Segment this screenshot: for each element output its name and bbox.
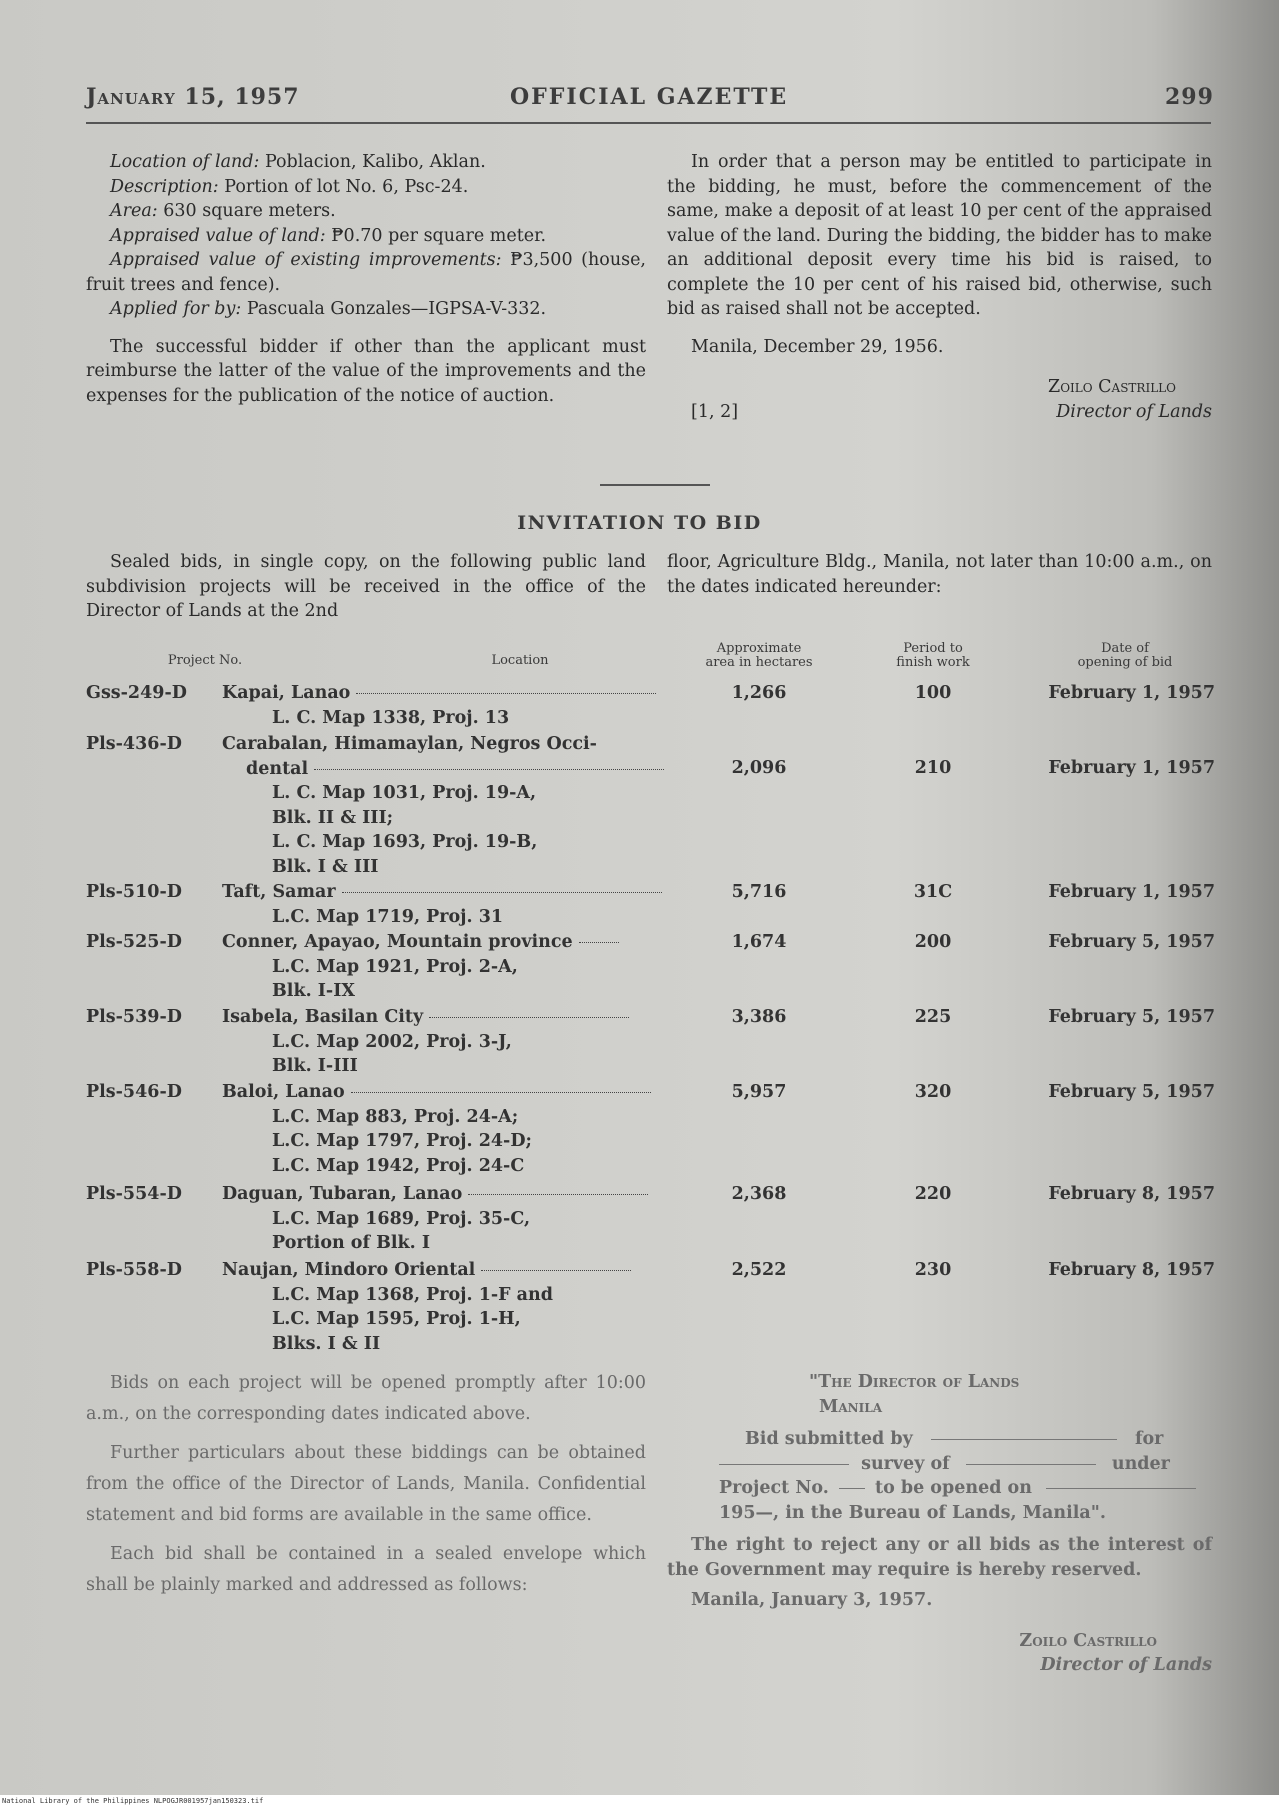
area-hectares: 1,266: [731, 683, 787, 703]
location-line: L.C. Map 1942, Proj. 24-C: [272, 1155, 525, 1176]
applied-by-label: Applied for by:: [110, 299, 242, 319]
col-header-location: Location: [491, 653, 549, 668]
col-header-area-line2: area in hectares: [705, 655, 813, 670]
notice-signer-title: Director of Lands: [1056, 401, 1212, 422]
area-hectares: 3,386: [731, 1007, 787, 1027]
opening-date: February 8, 1957: [1048, 1260, 1215, 1280]
location-line: Isabela, Basilan City: [222, 1007, 424, 1027]
col-header-date-line2: opening of bid: [1077, 655, 1173, 670]
invitation-signer-title: Director of Lands: [1040, 1655, 1212, 1675]
location-line: Naujan, Mindoro Oriental: [222, 1260, 476, 1280]
location-line: Kapai, Lanao: [222, 683, 351, 703]
location-line: Blk. I & III: [272, 856, 379, 877]
project-no: Pls-510-D: [86, 882, 182, 902]
area-hectares: 2,368: [731, 1184, 787, 1204]
opening-date: February 1, 1957: [1048, 882, 1215, 902]
appraised-land-value: ₱0.70 per square meter.: [331, 225, 547, 246]
col-header-area-line1: Approximate: [716, 641, 802, 656]
footer-source: National Library of the Philippines NLPOGJR001957jan150323.tif: [2, 1797, 264, 1805]
form-for-label: for: [1134, 1429, 1164, 1449]
form-year-line: 195—, in the Bureau of Lands, Manila".: [719, 1502, 1106, 1523]
project-no: Pls-546-D: [86, 1082, 182, 1102]
col-header-date: [1040, 642, 1210, 670]
location-line: L. C. Map 1338, Proj. 13: [272, 707, 510, 728]
area-hectares: 2,096: [731, 758, 787, 778]
location-line: L.C. Map 1921, Proj. 2-A,: [272, 956, 518, 977]
form-bid-label: Bid submitted by: [745, 1429, 913, 1449]
form-survey-label: survey of: [861, 1453, 950, 1474]
location-line: Daguan, Tubaran, Lanao: [222, 1184, 463, 1204]
project-location: [222, 1005, 674, 1079]
period-to-finish: 320: [914, 1082, 952, 1102]
appraised-improvements-label: Appraised value of existing improvements:: [110, 250, 502, 270]
project-no: Pls-554-D: [86, 1184, 182, 1204]
col-header-date-line1: Date of: [1101, 641, 1149, 656]
header-date: January 15, 1957: [86, 84, 300, 110]
invitation-place-date: Manila, January 3, 1957.: [691, 1590, 933, 1610]
period-to-finish: 200: [914, 932, 952, 952]
page-number: 299: [1165, 84, 1214, 110]
period-to-finish: 31C: [913, 882, 953, 902]
location-line: L.C. Map 2002, Proj. 3-J,: [272, 1031, 512, 1052]
project-location: [222, 930, 674, 1004]
opening-date: February 1, 1957: [1048, 683, 1215, 703]
location-line: dental: [246, 758, 309, 779]
period-to-finish: 100: [914, 683, 952, 703]
notice-place-date: Manila, December 29, 1956.: [691, 336, 944, 357]
form-opened-label: to be opened on: [875, 1478, 1032, 1498]
description-value: Portion of lot No. 6, Psc-24.: [224, 176, 469, 197]
envelope-address-form: [667, 1370, 1212, 1678]
description-label: Description:: [110, 176, 219, 197]
period-to-finish: 210: [914, 758, 952, 778]
deposit-terms: [667, 150, 1212, 424]
opening-date: February 5, 1957: [1048, 1082, 1215, 1102]
issue-reference: [1, 2]: [691, 401, 739, 422]
project-location: [222, 681, 674, 730]
opening-date: February 8, 1957: [1048, 1184, 1215, 1204]
project-location: [222, 732, 674, 879]
invitation-title: INVITATION TO BID: [517, 512, 762, 534]
reimburse-paragraph: The successful bidder if other than the applicant must reimburse the latter of the value of the improvements and the expenses for the publication of the notice of auction.: [86, 336, 646, 406]
appraised-land-label: Appraised value of land:: [110, 225, 326, 246]
location-line: L.C. Map 883, Proj. 24-A;: [272, 1106, 519, 1127]
address-line-1: "The Director of Lands: [809, 1372, 1020, 1392]
appraised-improvements-value: ₱3,500 (house, fruit trees and fence).: [86, 250, 646, 295]
location-line: L.C. Map 1689, Proj. 35-C,: [272, 1208, 531, 1229]
section-divider: [600, 484, 710, 486]
location-line: Blk. I-IX: [272, 981, 355, 1001]
opening-date: February 5, 1957: [1048, 1007, 1215, 1027]
bidding-instructions: [86, 1368, 646, 1601]
notice-signer-name: Zoilo Castrillo: [1048, 377, 1176, 397]
deposit-paragraph: In order that a person may be entitled to participate in the bidding, he must, before the commencement of the same, make a deposit of at least 10 per cent of the appraised value of the land. During the bidding, the bidder has to make an additional deposit every time his bid is raised, to complete the 10 per cent of his raised bid, otherwise, such bid as raised shall not be accepted.: [667, 152, 1212, 319]
location-line: Taft, Samar: [222, 882, 336, 902]
location-line: L. C. Map 1031, Proj. 19-A,: [272, 783, 537, 803]
project-location: [222, 1080, 674, 1178]
location-line: L.C. Map 1368, Proj. 1-F and: [272, 1284, 553, 1305]
area-hectares: 2,522: [731, 1260, 787, 1280]
invitation-intro-right: floor, Agriculture Bldg., Manila, not later than 10:00 a.m., on the dates indicated hereunder:: [667, 552, 1212, 597]
location-line: L.C. Map 1797, Proj. 24-D;: [272, 1131, 532, 1151]
area-hectares: 5,957: [731, 1082, 787, 1102]
project-no: Pls-525-D: [86, 932, 182, 952]
period-to-finish: 220: [914, 1184, 952, 1204]
notice-details: [86, 150, 646, 408]
area-label: Area:: [110, 201, 158, 221]
project-no: Pls-539-D: [86, 1007, 182, 1027]
area-hectares: 5,716: [731, 882, 787, 902]
col-header-period-line2: finish work: [896, 655, 970, 670]
form-under-label: under: [1111, 1453, 1170, 1474]
area-hectares: 1,674: [731, 932, 787, 952]
location-line: L.C. Map 1595, Proj. 1-H,: [272, 1309, 521, 1329]
right-reserved-paragraph: The right to reject any or all bids as the interest of the Government may require is hereby reserved.: [667, 1535, 1212, 1580]
location-line: Blk. II & III;: [272, 807, 394, 828]
applied-by-value: Pascuala Gonzales—IGPSA-V-332.: [246, 299, 547, 319]
period-to-finish: 225: [914, 1007, 952, 1027]
location-line: L. C. Map 1693, Proj. 19-B,: [272, 832, 538, 852]
project-no: Gss-249-D: [86, 683, 187, 703]
particulars-paragraph: Further particulars about these biddings can be obtained from the office of the Director of Lands, Manila. Confidential statement and bid forms are available in the same office.: [86, 1443, 646, 1525]
location-value: Poblacion, Kalibo, Aklan.: [264, 152, 486, 172]
col-header-area: [674, 642, 844, 670]
project-location: [222, 880, 674, 929]
col-header-period: [868, 642, 998, 670]
location-line: Blks. I & II: [272, 1333, 381, 1354]
project-no: Pls-558-D: [86, 1260, 182, 1280]
header-rule: [86, 122, 1211, 124]
project-location: [222, 1258, 674, 1356]
location-line: Conner, Apayao, Mountain province: [222, 932, 573, 952]
header-title: OFFICIAL GAZETTE: [510, 84, 789, 110]
area-value: 630 square meters.: [163, 201, 336, 221]
location-line: Blk. I-III: [272, 1056, 358, 1076]
address-line-2: Manila: [819, 1396, 883, 1417]
envelope-paragraph: Each bid shall be contained in a sealed envelope which shall be plainly marked and addressed as follows:: [86, 1544, 646, 1595]
opening-date: February 1, 1957: [1048, 758, 1215, 778]
location-line: Baloi, Lanao: [222, 1082, 345, 1102]
location-line: Portion of Blk. I: [272, 1233, 431, 1253]
period-to-finish: 230: [914, 1260, 952, 1280]
col-header-period-line1: Period to: [903, 641, 963, 656]
project-no: Pls-436-D: [86, 734, 182, 754]
project-location: [222, 1182, 674, 1256]
invitation-signer-name: Zoilo Castrillo: [1019, 1630, 1157, 1651]
opening-date: February 5, 1957: [1048, 932, 1215, 952]
bids-opened-paragraph: Bids on each project will be opened promptly after 10:00 a.m., on the corresponding dates indicated above.: [86, 1373, 646, 1424]
invitation-intro-left: Sealed bids, in single copy, on the following public land subdivision projects will be received in the office of the Director of Lands at the 2nd: [86, 552, 646, 621]
col-header-project: Project No.: [167, 653, 243, 668]
location-label: Location of land:: [110, 152, 260, 172]
form-project-label: Project No.: [719, 1478, 829, 1498]
location-line: L.C. Map 1719, Proj. 31: [272, 906, 504, 927]
location-line: Carabalan, Himamaylan, Negros Occi-: [222, 734, 597, 754]
